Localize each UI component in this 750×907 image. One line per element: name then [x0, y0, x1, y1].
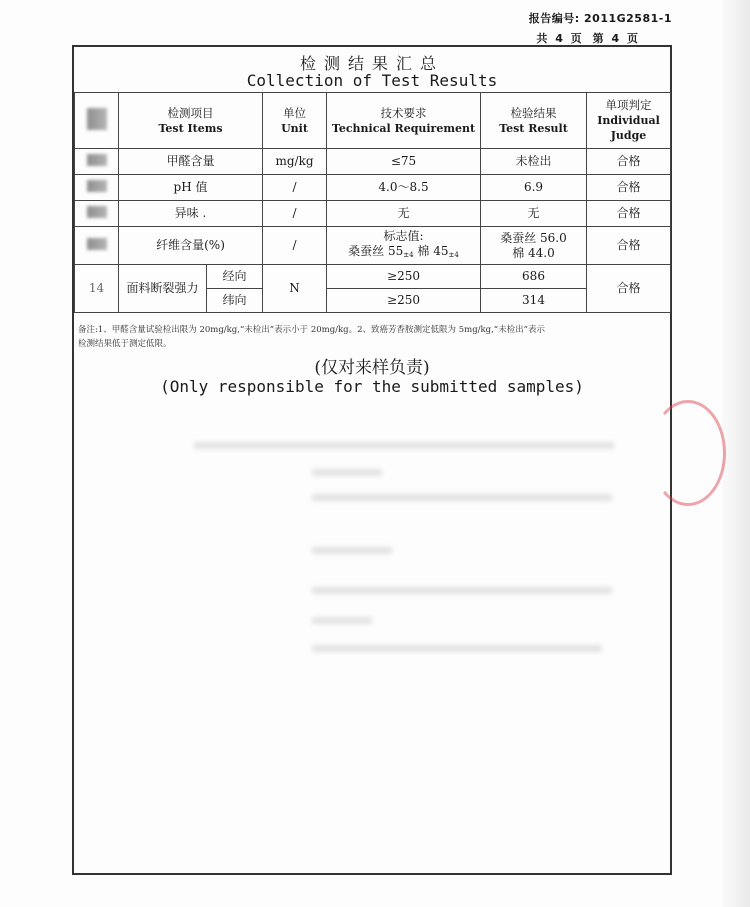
row-item: pH 值: [119, 175, 263, 201]
stamp-show-through: [650, 400, 726, 506]
row-requirement: 4.0～8.5: [327, 175, 481, 201]
header-unit: [263, 93, 327, 149]
row-unit: mg/kg: [263, 149, 327, 175]
row-judge: 合格: [587, 227, 671, 265]
redacted-serial: [87, 154, 107, 166]
page-count: 共 4 页 第 4 页: [536, 32, 638, 45]
row-judge: 合格: [587, 201, 671, 227]
show-through-line: [312, 547, 392, 554]
scan-edge-shadow: [722, 0, 750, 907]
row-judge: 合格: [587, 175, 671, 201]
row-judge: 合格: [587, 149, 671, 175]
row-unit: /: [263, 175, 327, 201]
row-requirement: 无: [327, 201, 481, 227]
table-row: [75, 227, 671, 265]
redacted-serial: [87, 108, 107, 130]
show-through-line: [194, 442, 614, 449]
row-serial: 14: [75, 265, 119, 313]
header-judge-en-1: Individual: [597, 114, 660, 127]
fiber-req-cotton-tolerance: ±4: [448, 250, 459, 259]
footnote: [78, 323, 668, 351]
row-requirement-warp: ≥250: [327, 265, 481, 289]
row-result: 无: [481, 201, 587, 227]
row-result: [481, 227, 587, 265]
header-req-en: Technical Requirement: [331, 121, 476, 135]
row-serial: [75, 149, 119, 175]
row-item: 面料断裂强力: [119, 265, 207, 313]
row-result: 未检出: [481, 149, 587, 175]
show-through-line: [312, 494, 612, 501]
fiber-req-silk-tolerance: ±4: [403, 250, 414, 259]
row-requirement: [327, 227, 481, 265]
results-frame: [72, 45, 672, 875]
header-unit-en: Unit: [281, 121, 308, 135]
table-row: [75, 201, 671, 227]
show-through-line: [312, 469, 382, 476]
table-row: [75, 175, 671, 201]
redacted-serial: [87, 238, 107, 250]
header-req-zh: 技术要求: [380, 105, 427, 120]
fiber-result-silk: 桑蚕丝 56.0: [500, 230, 567, 245]
show-through-line: [312, 587, 612, 594]
report-number: 报告编号: 2011G2581-1: [528, 12, 672, 25]
disclaimer-chinese: (仅对来样负责): [314, 358, 430, 378]
title-chinese: 检测结果汇总: [299, 54, 444, 73]
fiber-req-label: 标志值:: [383, 228, 424, 243]
row-requirement: ≤75: [327, 149, 481, 175]
header-judge-zh: 单项判定: [605, 98, 652, 112]
footnote-line-2: 检测结果低于测定低限。: [78, 339, 172, 349]
footnote-line-1: 备注:1、甲醛含量试验检出限为 20mg/kg,“未检出”表示小于 20mg/kg。2、致癌芳香胺测定低限为 5mg/kg,“未检出”表示: [78, 325, 545, 335]
header-serial: [75, 93, 119, 149]
title-english: Collection of Test Results: [246, 71, 498, 90]
header-result-zh: 检验结果: [510, 105, 557, 120]
header-item-en: Test Items: [158, 121, 223, 135]
row-serial: [75, 227, 119, 265]
header-result-en: Test Result: [499, 121, 568, 135]
row-unit: /: [263, 227, 327, 265]
row-item: 异味 .: [119, 201, 263, 227]
row-direction-weft: 纬向: [207, 289, 263, 313]
header-test-items: [119, 93, 263, 149]
show-through-line: [312, 645, 602, 652]
fiber-req-values: [329, 244, 478, 263]
header-requirement: [327, 93, 481, 149]
header-judge: [587, 93, 671, 149]
row-requirement-weft: ≥250: [327, 289, 481, 313]
row-direction-warp: 经向: [207, 265, 263, 289]
row-result: 6.9: [481, 175, 587, 201]
header-item-zh: 检测项目: [167, 105, 214, 120]
row-serial: [75, 175, 119, 201]
row-unit: N: [263, 265, 327, 313]
row-judge: 合格: [587, 265, 671, 313]
fiber-req-cotton: 棉 45: [413, 243, 449, 258]
fiber-result-cotton: 棉 44.0: [512, 245, 555, 260]
table-row: [75, 265, 671, 289]
disclaimer-english: (Only responsible for the submitted samples): [160, 377, 584, 396]
row-result-weft: 314: [481, 289, 587, 313]
row-serial: [75, 201, 119, 227]
header-result: [481, 93, 587, 149]
redacted-serial: [87, 180, 107, 192]
table-row: [75, 149, 671, 175]
row-item: 纤维含量(%): [119, 227, 263, 265]
row-item: 甲醛含量: [119, 149, 263, 175]
table-header-row: [75, 93, 671, 149]
header-judge-en-2: Judge: [610, 129, 647, 142]
row-result-warp: 686: [481, 265, 587, 289]
show-through-line: [312, 617, 372, 624]
fiber-req-silk: 桑蚕丝 55: [348, 243, 404, 258]
redacted-serial: [87, 206, 107, 218]
row-unit: /: [263, 201, 327, 227]
results-table: [74, 92, 671, 313]
header-unit-zh: 单位: [283, 105, 306, 120]
